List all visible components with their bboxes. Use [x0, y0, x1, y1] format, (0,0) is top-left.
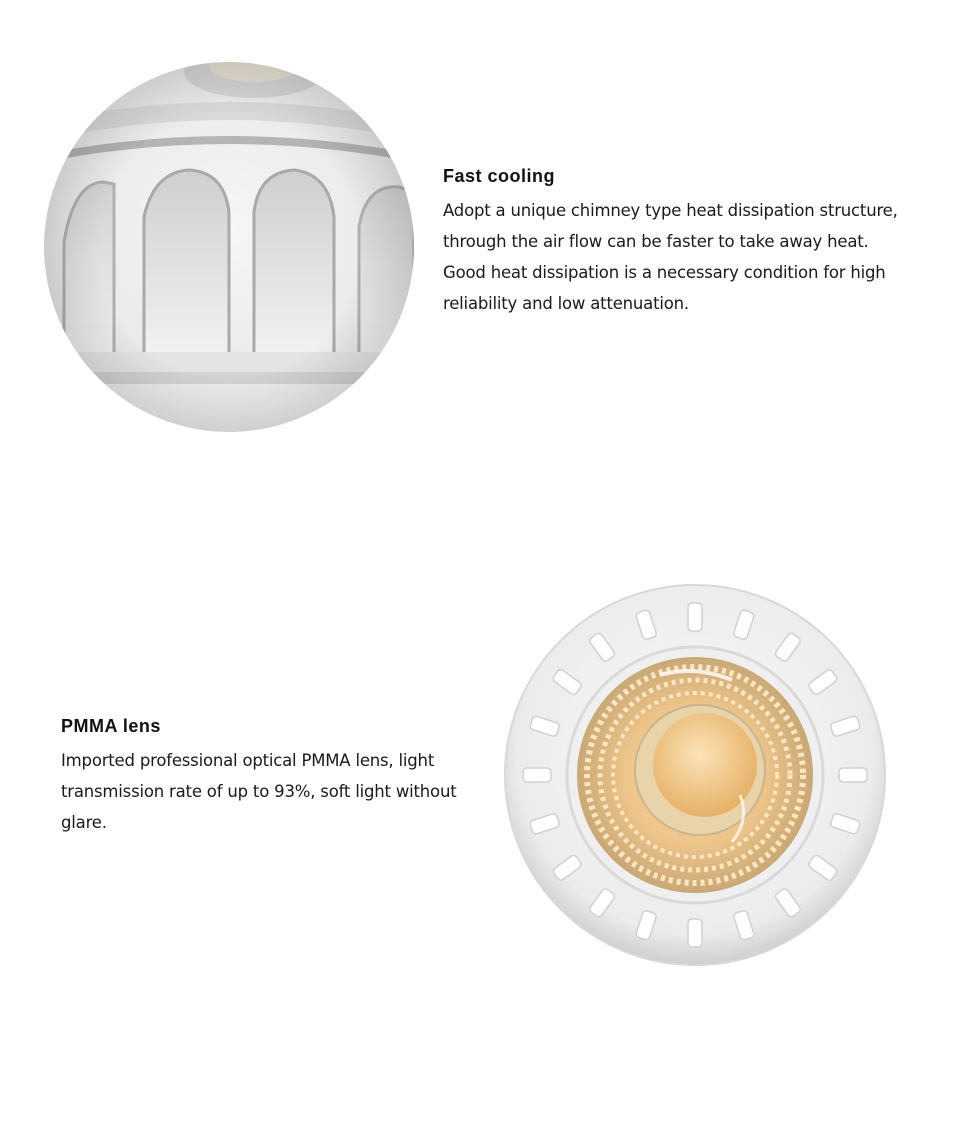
fast-cooling-heading: Fast cooling — [443, 166, 556, 186]
pmma-lens-line: glare. — [61, 813, 107, 832]
vent-slot — [688, 603, 702, 631]
lamp-front-image — [500, 580, 890, 970]
vent-slot — [523, 768, 551, 782]
heatsink-fins-illustration — [44, 62, 414, 432]
fast-cooling-line: through the air flow can be faster to take away heat. — [443, 232, 869, 251]
fast-cooling-line: reliability and low attenuation. — [443, 294, 689, 313]
fast-cooling-line: Adopt a unique chimney type heat dissipation structure, — [443, 201, 898, 220]
fast-cooling-description — [443, 195, 948, 319]
pmma-lens-line: Imported professional optical PMMA lens, light — [61, 751, 435, 770]
pmma-lens-description — [61, 745, 491, 838]
fast-cooling-section — [443, 166, 948, 319]
pmma-lens-line: transmission rate of up to 93%, soft light without — [61, 782, 457, 801]
vent-slot — [839, 768, 867, 782]
heatsink-closeup-image — [44, 62, 414, 432]
fast-cooling-line: Good heat dissipation is a necessary condition for high — [443, 263, 886, 282]
pmma-lens-section — [61, 716, 491, 838]
vent-slot — [688, 919, 702, 947]
pmma-lens-heading: PMMA lens — [61, 716, 161, 736]
lamp-front-illustration — [500, 580, 890, 970]
